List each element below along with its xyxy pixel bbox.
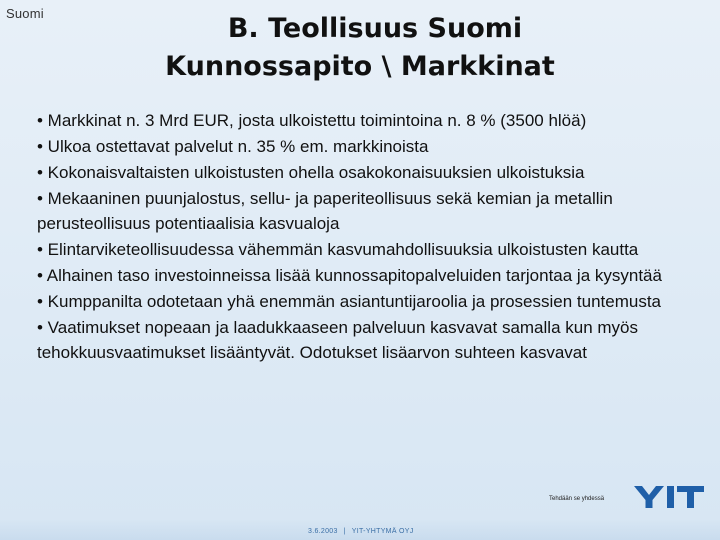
title-line-1: B. Teollisuus Suomi [227, 13, 523, 44]
corner-label: Suomi [6, 6, 44, 21]
footer-separator: | [343, 528, 346, 535]
footer-company: YIT-YHTYMÄ OYJ [351, 528, 414, 535]
footer-date: 3.6.2003 [308, 528, 338, 535]
bullet-item: • Alhainen taso investoinneissa lisää kunnossapitopalveluiden tarjontaa ja kysyntää [37, 266, 662, 285]
bullet-item: • Kokonaisvaltaisten ulkoistusten ohella osakokonaisuuksien ulkoistuksia [37, 163, 585, 182]
yit-logo [634, 486, 704, 508]
bullet-list [37, 108, 702, 366]
bullet-item: • Ulkoa ostettavat palvelut n. 35 % em. markkinoista [37, 137, 429, 156]
footer-meta [308, 528, 414, 535]
slide-title [0, 10, 720, 86]
bullet-item: • Mekaaninen puunjalostus, sellu- ja paperiteollisuus sekä kemian ja metallin perusteollisuus potentiaalisia kasvualoja [37, 189, 613, 233]
bullet-item: • Elintarviketeollisuudessa vähemmän kasvumahdollisuuksia ulkoistusten kautta [37, 240, 639, 259]
bullet-item: • Vaatimukset nopeaan ja laadukkaaseen palveluun kasvavat samalla kun myös tehokkuusvaatimukset lisääntyvät. Odotukset lisäarvon suhteen kasvavat [37, 318, 638, 362]
bullet-item: • Kumppanilta odotetaan yhä enemmän asiantuntijaroolia ja prosessien tuntemusta [37, 292, 662, 311]
bullet-item: • Markkinat n. 3 Mrd EUR, josta ulkoistettu toimintoina n. 8 % (3500 hlöä) [37, 111, 587, 130]
footer-tagline: Tehdään se yhdessä [549, 496, 605, 502]
title-line-2: Kunnossapito \ Markkinat [165, 51, 555, 82]
